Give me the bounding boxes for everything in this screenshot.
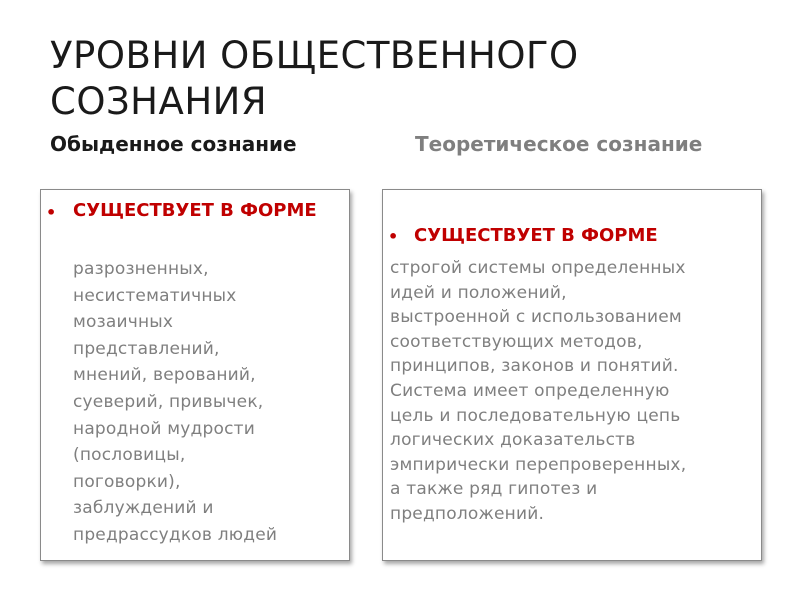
heading-everyday-consciousness: Обыденное сознание: [50, 132, 297, 156]
heading-theoretical-consciousness: Теоретическое сознание: [415, 132, 703, 156]
everyday-consciousness-description: разрозненных, несистематичных мозаичных представлений, мнений, верований, суеверий, привычек, народной мудрости (пословицы, поговорки), заблуждений и предрассудков людей: [73, 259, 278, 545]
slide-title-text: УРОВНИ ОБЩЕСТВЕННОГО СОЗНАНИЯ: [50, 34, 579, 123]
bullet-heading: СУЩЕСТВУЕТ В ФОРМЕ: [73, 200, 317, 221]
bullet-icon: •: [46, 203, 57, 222]
bullet-icon: •: [388, 227, 399, 246]
slide-title: [50, 33, 750, 125]
everyday-consciousness-box: [40, 189, 350, 561]
bullet-heading: СУЩЕСТВУЕТ В ФОРМЕ: [414, 225, 658, 246]
theoretical-consciousness-description: строгой системы определенных идей и положений, выстроенной с использованием соответствующих методов, принципов, законов и понятий. Система имеет определенную цель и последовательную цепь логических доказательств эмпирически перепроверенных, а также ряд гипотез и предположений.: [390, 258, 687, 524]
theoretical-consciousness-box: [382, 189, 762, 561]
